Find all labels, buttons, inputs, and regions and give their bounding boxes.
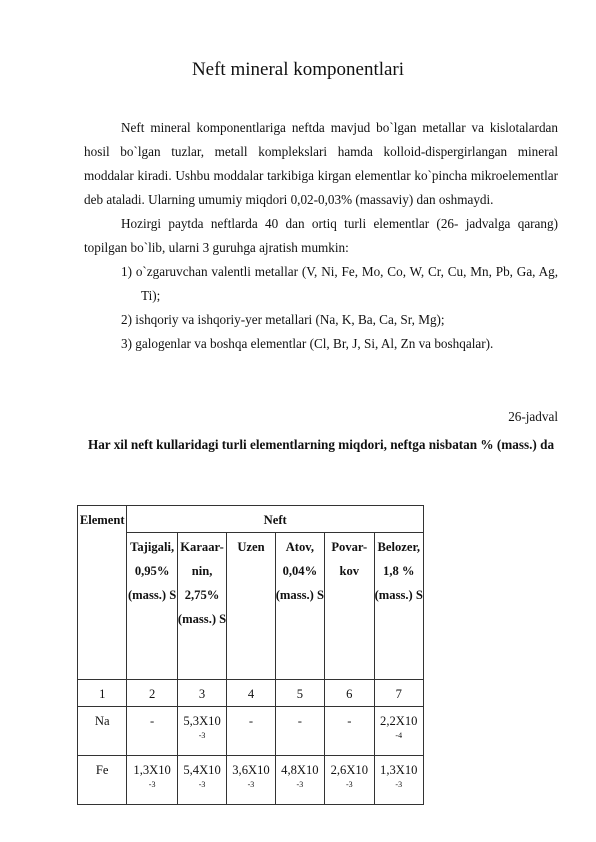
element-groups-list xyxy=(84,260,558,356)
paragraph-groups: Hozirgi paytda neftlarda 40 dan ortiq turli elementlar (26- jadvalga qarang) topilgan bo`lib, ularni 3 guruhga ajratish mumkin: xyxy=(84,216,558,255)
value-mantissa: 2,2X10 xyxy=(380,714,418,728)
body-text xyxy=(84,116,558,356)
value-exponent: -3 xyxy=(198,780,206,789)
index-cell: 2 xyxy=(127,680,177,707)
value-mantissa: - xyxy=(347,714,352,728)
value-mantissa: - xyxy=(248,714,254,728)
value-cell xyxy=(374,756,423,805)
value-cell xyxy=(177,707,226,756)
index-cell: 5 xyxy=(275,680,324,707)
elements-table xyxy=(77,505,424,805)
value-mantissa: 1,3X10 xyxy=(380,763,418,777)
column-headers-row xyxy=(78,533,424,680)
element-cell: Na xyxy=(78,707,127,756)
index-cell: 1 xyxy=(78,680,127,707)
value-cell xyxy=(127,756,177,805)
table-number: 26-jadval xyxy=(508,409,558,424)
value-mantissa: 5,4X10 xyxy=(183,763,221,777)
value-cell xyxy=(325,756,374,805)
table-header-row xyxy=(78,506,424,533)
value-mantissa: - xyxy=(150,714,155,728)
value-cell xyxy=(325,707,374,756)
value-cell xyxy=(275,707,324,756)
page-title: Neft mineral komponentlari xyxy=(191,59,405,80)
element-header: Element xyxy=(78,506,127,680)
value-mantissa: - xyxy=(297,714,302,728)
value-exponent: -3 xyxy=(198,731,206,740)
value-cell xyxy=(275,756,324,805)
table-row xyxy=(78,756,424,805)
value-exponent: -3 xyxy=(296,780,304,789)
column-header: Uzen xyxy=(227,533,275,680)
index-cell: 3 xyxy=(177,680,226,707)
value-exponent: -3 xyxy=(148,780,156,789)
paragraph-intro: Neft mineral komponentlariga neftda mavjud bo`lgan metallar va kislotalardan hosil bo`lgan tuzlar, metall komplekslari hamda kolloid-dispergirlangan mineral moddalar kiradi. Ushbu moddalar tarkibiga kirgan elementlar ko`pincha mikroelementlar deb ataladi. Ularning umumiy miqdori 0,02-0,03% (massaviy) dan oshmaydi. xyxy=(84,120,558,207)
value-exponent: -3 xyxy=(247,780,255,789)
value-exponent: -3 xyxy=(345,780,353,789)
column-header: Atov, 0,04% (mass.) S xyxy=(275,533,324,680)
table-caption: Har xil neft kullaridagi turli elementlarning miqdori, neftga nisbatan % (mass.) da xyxy=(87,437,555,452)
value-cell xyxy=(227,756,275,805)
value-mantissa: 4,8X10 xyxy=(281,763,319,777)
list-item: 2) ishqoriy va ishqoriy-yer metallari (Na, K, Ba, Ca, Sr, Mg); xyxy=(121,312,445,327)
index-cell: 4 xyxy=(227,680,275,707)
column-header: Povar-kov xyxy=(325,533,374,680)
table-row xyxy=(78,707,424,756)
list-item: 3) galogenlar va boshqa elementlar (Cl, Br, J, Si, Al, Zn va boshqalar). xyxy=(121,336,494,351)
table-index-row xyxy=(78,680,424,707)
index-cell: 7 xyxy=(374,680,423,707)
value-cell xyxy=(374,707,423,756)
value-mantissa: 2,6X10 xyxy=(330,763,369,777)
column-header: Tajigali, 0,95% (mass.) S xyxy=(127,533,177,680)
value-mantissa: 5,3X10 xyxy=(183,714,221,728)
value-mantissa: 1,3X10 xyxy=(133,763,171,777)
value-mantissa: 3,6X10 xyxy=(232,763,270,777)
index-cell: 6 xyxy=(325,680,374,707)
column-header: Karaar-nin, 2,75% (mass.) S xyxy=(177,533,226,680)
value-exponent: -4 xyxy=(395,731,403,740)
column-header: Belozer, 1,8 % (mass.) S xyxy=(374,533,423,680)
neft-header: Neft xyxy=(127,506,424,533)
value-cell xyxy=(127,707,177,756)
value-cell xyxy=(177,756,226,805)
list-item: 1) o`zgaruvchan valentli metallar (V, Ni, Fe, Mo, Co, W, Cr, Cu, Mn, Pb, Ga, Ag, Ti); xyxy=(121,264,558,303)
value-cell xyxy=(227,707,275,756)
element-cell: Fe xyxy=(78,756,127,805)
value-exponent: -3 xyxy=(395,780,403,789)
